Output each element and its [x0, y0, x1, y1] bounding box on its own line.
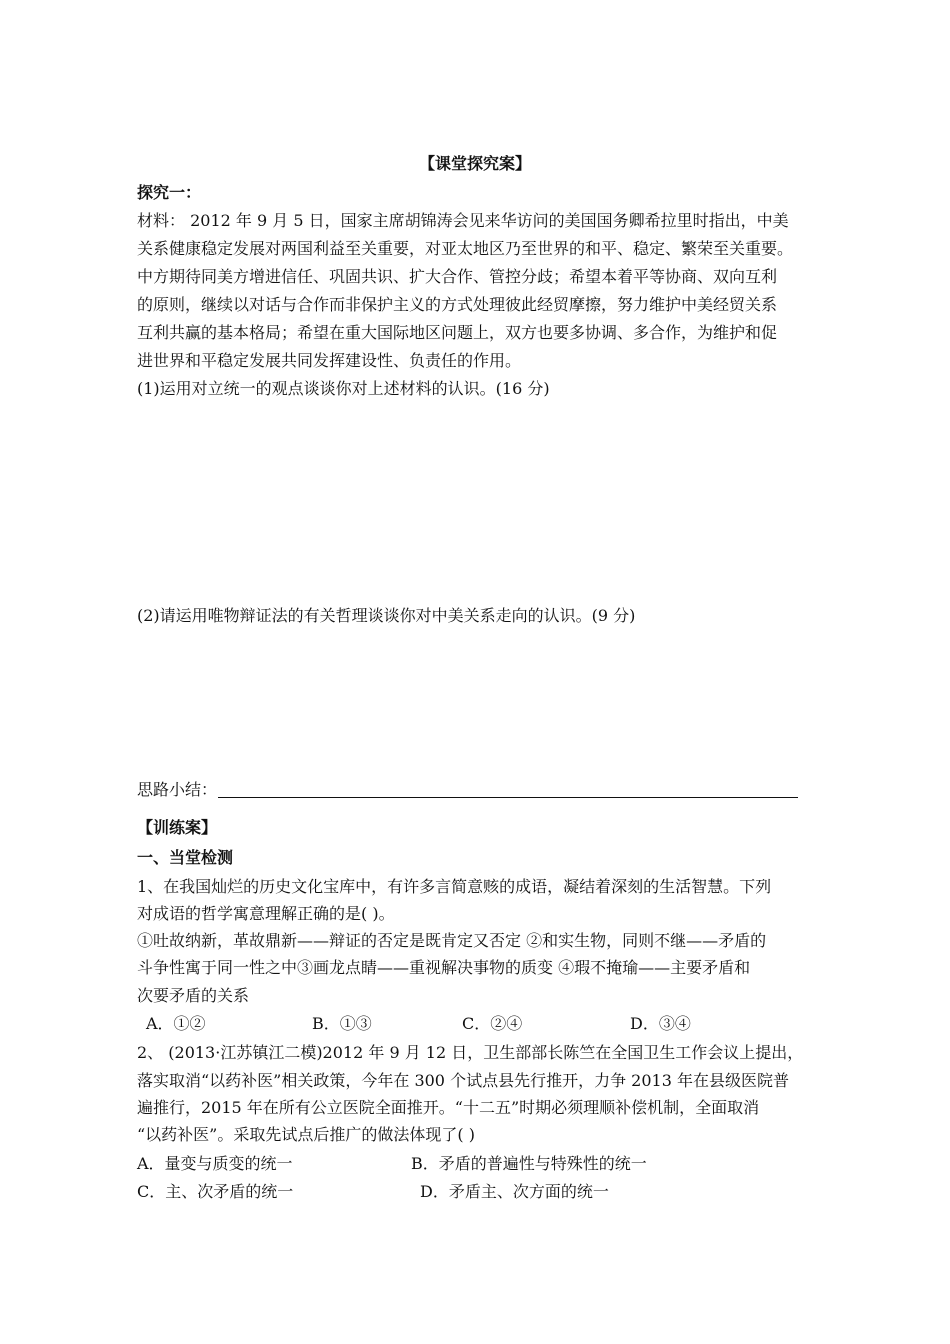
summary-answer-line: [218, 797, 798, 798]
question-1: (1)运用对立统一的观点谈谈你对上述材料的认识。(16 分): [137, 379, 550, 398]
option-d: D．矛盾主、次方面的统一: [420, 1182, 609, 1201]
question-line: 2、 (2013·江苏镇江二模)2012 年 9 月 12 日，卫生部部长陈竺在全国卫生工作会议上提出，: [137, 1043, 804, 1062]
section-heading-in-class-test: 一、当堂检测: [137, 848, 234, 867]
material-line: 的原则，继续以对话与合作而非保护主义的方式处理彼此经贸摩擦，努力维护中美经贸关系: [137, 295, 778, 314]
question-line: 遍推行，2015 年在所有公立医院全面推开。“十二五”时期必须理顺补偿机制，全面取消: [137, 1098, 760, 1117]
option-c: C．主、次矛盾的统一: [137, 1182, 294, 1201]
option-d: D．③④: [630, 1014, 691, 1033]
question-line: 对成语的哲学寓意理解正确的是( )。: [137, 904, 395, 923]
section-title-training: 【训练案】: [137, 818, 218, 837]
question-line: 斗争性寓于同一性之中③画龙点睛——重视解决事物的质变 ④瑕不掩瑜——主要矛盾和: [137, 958, 751, 977]
question-line: ①吐故纳新，革故鼎新——辩证的否定是既肯定又否定 ②和实生物，同则不继——矛盾的: [137, 931, 767, 950]
option-c: C．②④: [462, 1014, 523, 1033]
material-line: 材料： 2012 年 9 月 5 日，国家主席胡锦涛会见来华访问的美国国务卿希拉里时指出，中美: [137, 211, 789, 230]
option-a: A．量变与质变的统一: [137, 1154, 293, 1173]
material-line: 中方期待同美方增进信任、巩固共识、扩大合作、管控分歧；希望本着平等协商、双向互利: [137, 267, 778, 286]
question-line: 次要矛盾的关系: [137, 986, 250, 1005]
material-line: 进世界和平稳定发展共同发挥建设性、负责任的作用。: [137, 351, 522, 370]
explore-heading: 探究一：: [137, 183, 202, 202]
material-line: 关系健康稳定发展对两国利益至关重要，对亚太地区乃至世界的和平、稳定、繁荣至关重要。: [137, 239, 794, 258]
question-line: 1、在我国灿烂的历史文化宝库中，有许多言简意赅的成语，凝结着深刻的生活智慧。下列: [137, 877, 772, 896]
option-a: A．①②: [146, 1014, 206, 1033]
answer-options: [140, 1013, 740, 1035]
option-b: B．矛盾的普遍性与特殊性的统一: [411, 1154, 647, 1173]
material-line: 互利共赢的基本格局；希望在重大国际地区问题上，双方也要多协调、多合作，为维护和促: [137, 323, 778, 342]
option-b: B．①③: [312, 1014, 372, 1033]
question-line: “以药补医”。采取先试点后推广的做法体现了( ): [137, 1125, 475, 1144]
question-2: (2)请运用唯物辩证法的有关哲理谈谈你对中美关系走向的认识。(9 分): [137, 606, 636, 625]
summary-label: 思路小结：: [137, 780, 218, 799]
question-line: 落实取消“以药补医”相关政策，今年在 300 个试点县先行推开，力争 2013 年在县级医院普: [137, 1071, 789, 1090]
section-title-explore: 【课堂探究案】: [418, 154, 531, 173]
